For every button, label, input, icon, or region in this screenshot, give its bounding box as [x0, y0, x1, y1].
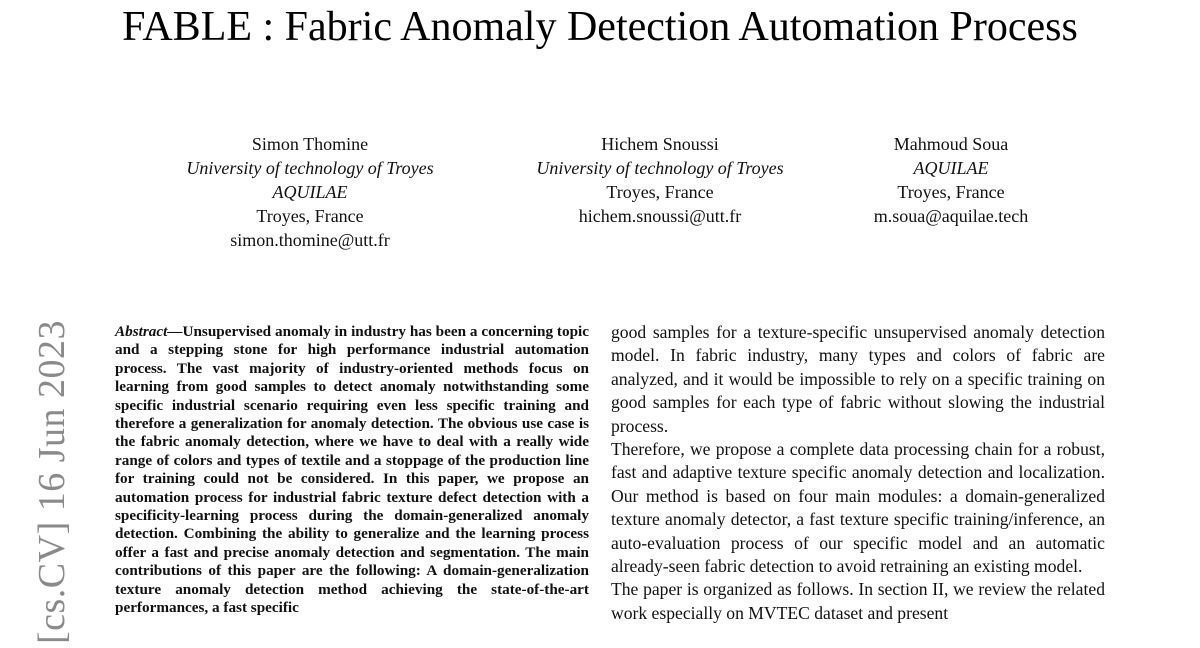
author-1 [186, 132, 433, 252]
author-name: Hichem Snoussi [601, 134, 719, 154]
author-affiliation: AQUILAE [913, 158, 989, 178]
body-paragraph: good samples for a texture-specific unsupervised anomaly detection model. In fabric industry, many types and colors of fabric are analyzed, and it would be impossible to rely on a specific training on good samples for each type of fabric without slowing the industrial process. [611, 322, 1105, 436]
author-3 [874, 132, 1029, 228]
abstract-label: Abstract— [115, 323, 183, 340]
author-affiliation: AQUILAE [272, 182, 348, 202]
author-location: Troyes, France [256, 206, 364, 226]
arxiv-sidebar-stamp: [cs.CV] 16 Jun 2023 [31, 319, 73, 645]
author-name: Mahmoud Soua [893, 134, 1009, 154]
author-2 [536, 132, 783, 228]
body-paragraph: Therefore, we propose a complete data processing chain for a robust, fast and adaptive texture specific anomaly detection and localization. Our method is based on four main modules: a domain-generalized texture anomaly detector, a fast texture specific training/inference, an auto-evaluation process of our specific model and an automatic already-seen fabric detection to avoid retraining an existing model. [611, 439, 1105, 577]
body-paragraph: The paper is organized as follows. In section II, we review the related work especially on MVTEC dataset and present [611, 579, 1105, 623]
author-email: simon.thomine@utt.fr [230, 230, 390, 250]
paper-title: FABLE : Fabric Anomaly Detection Automation Process [122, 4, 1078, 50]
abstract-text: Unsupervised anomaly in industry has been a concerning topic and a stepping stone for high performance industrial automation process. The vast majority of industry-oriented methods focus on learning from good samples to detect anomaly notwithstanding some specific industrial scenario requiring even less specific training and therefore a generalization for anomaly detection. The obvious use case is the fabric anomaly detection, where we have to deal with a really wide range of colors and types of textile and a stoppage of the production line for training could not be considered. In this paper, we propose an automation process for industrial fabric texture defect detection with a specificity-learning process during the domain-generalized anomaly detection. Combining the ability to generalize and the learning process offer a fast and precise anomaly detection and segmentation. The main contributions of this paper are the following: A domain-generalization texture anomaly detection method achieving the state-of-the-art performances, a fast specific [115, 323, 589, 617]
author-name: Simon Thomine [251, 134, 369, 154]
author-email: hichem.snoussi@utt.fr [578, 206, 742, 226]
author-location: Troyes, France [897, 182, 1005, 202]
abstract-column [115, 323, 589, 618]
author-affiliation: University of technology of Troyes [186, 158, 434, 178]
author-affiliation: University of technology of Troyes [536, 158, 784, 178]
author-email: m.soua@aquilae.tech [873, 206, 1029, 226]
author-block [0, 132, 1200, 262]
author-location: Troyes, France [606, 182, 714, 202]
body-column [611, 321, 1105, 625]
